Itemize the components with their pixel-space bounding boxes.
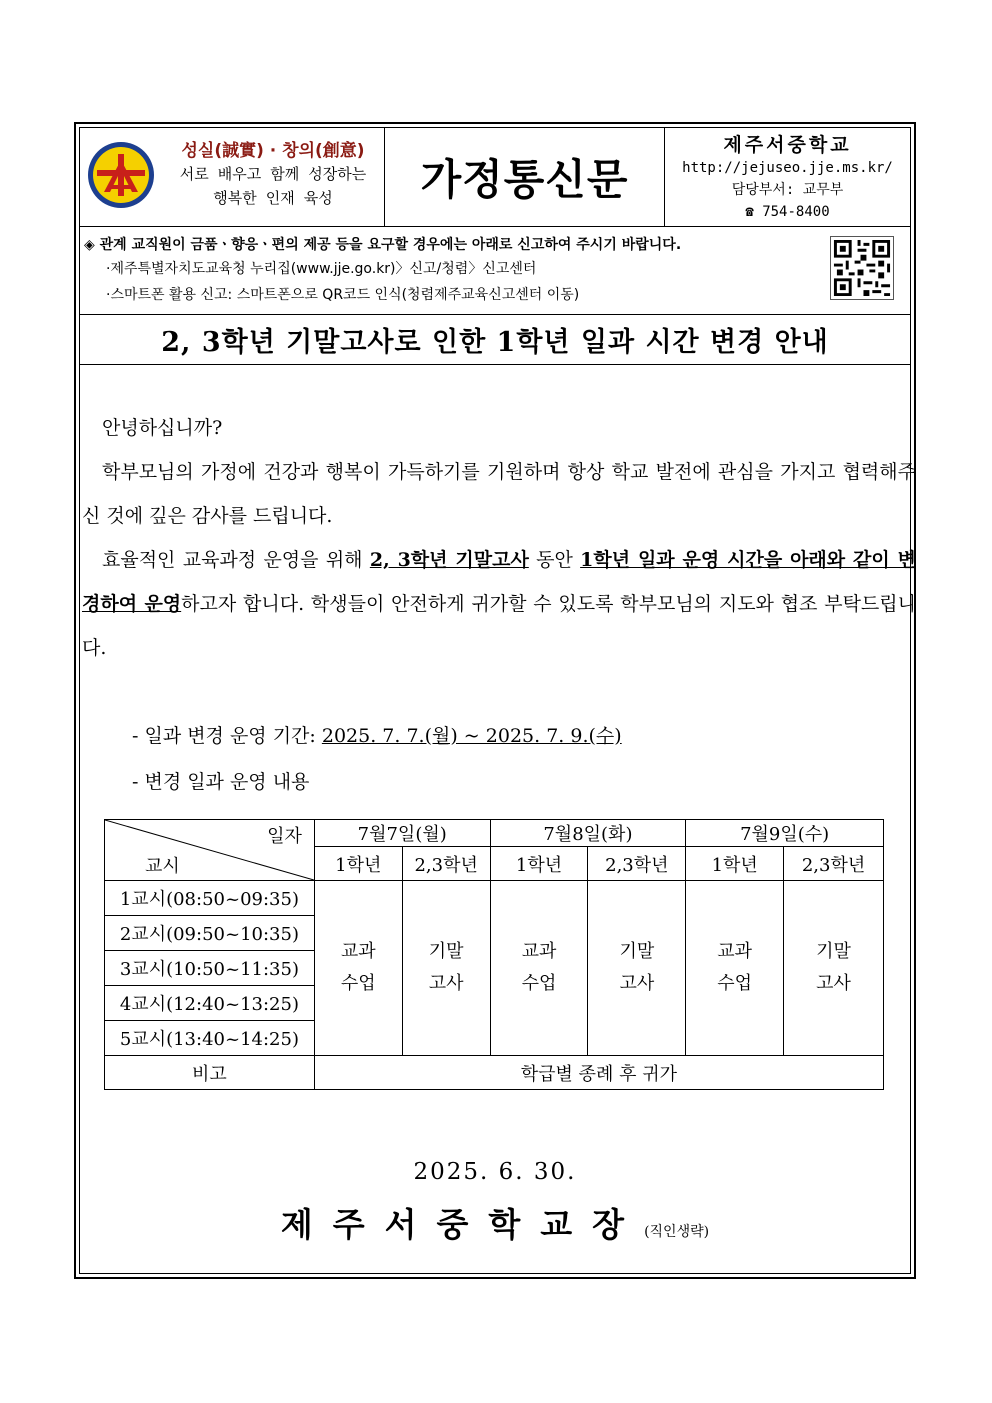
school-url[interactable]: http://jejuseo.jje.ms.kr/ (682, 160, 893, 176)
schedule-change-emphasis: 1학년 일과 운영 시간을 아래와 같이 변경하여 운영 (82, 549, 916, 615)
class-cell: 교과 수업 (686, 881, 784, 1056)
grade-header: 2,3학년 (402, 847, 490, 881)
schedule-table (104, 819, 884, 1090)
grade-header: 1학년 (686, 847, 784, 881)
motto-line-1: 성실(誠實) · 창의(創意) (181, 141, 365, 161)
corner-date-label: 일자 (267, 826, 302, 847)
department: 담당부서: 교무부 (731, 182, 844, 198)
school-logo-icon (86, 140, 156, 210)
newsletter-title: 가정통신문 (420, 155, 629, 204)
grade-header: 2,3학년 (784, 847, 884, 881)
school-motto (164, 140, 382, 210)
period-value: 2025. 7. 7.(월) ~ 2025. 7. 9.(수) (321, 725, 622, 747)
period-row-label: 3교시(10:50~11:35) (105, 951, 315, 986)
phone-number: ☎ 754-8400 (745, 204, 830, 220)
change-period: - 일과 변경 운영 기간: 2025. 7. 7.(월) ~ 2025. 7. 9.(수) (132, 725, 622, 747)
change-content-label: - 변경 일과 운영 내용 (132, 771, 310, 793)
document-frame (74, 122, 916, 1279)
note-label: 비고 (105, 1056, 315, 1090)
motto-line-2: 서로 배우고 함께 성장하는 (179, 165, 367, 183)
signature (80, 1199, 910, 1246)
grade-header: 2,3학년 (588, 847, 686, 881)
integrity-notice (80, 226, 910, 315)
document-inner-border (79, 127, 916, 1274)
school-name: 제주서중학교 (723, 134, 852, 156)
grade-header: 1학년 (490, 847, 588, 881)
paragraph-1: 학부모님의 가정에 건강과 행복이 가득하기를 기원하며 항상 학교 발전에 관심을 가지고 협력해주신 것에 깊은 감사를 드립니다. (82, 461, 916, 527)
school-info-cell (665, 128, 910, 226)
corner-header (105, 820, 315, 881)
notice-line-1: ◈ 관계 교직원이 금품ㆍ향응ㆍ편의 제공 등을 요구할 경우에는 아래로 신고하여 주시기 바랍니다. (84, 237, 682, 253)
class-cell: 교과 수업 (314, 881, 402, 1056)
grade-header: 1학년 (314, 847, 402, 881)
day-header-3: 7월9일(수) (686, 820, 884, 847)
greeting: 안녕하십니까? (102, 417, 223, 439)
exam-cell: 기말 고사 (784, 881, 884, 1056)
newsletter-title-cell (385, 128, 665, 226)
period-row-label: 1교시(08:50~09:35) (105, 881, 315, 916)
period-row-label: 5교시(13:40~14:25) (105, 1021, 315, 1056)
notice-line-2: ·제주특별자치도교육청 누리집(www.jje.go.kr)〉신고/청렴〉신고센터 (106, 261, 537, 277)
seal-note: (직인생략) (644, 1224, 710, 1240)
issue-date: 2025. 6. 30. (413, 1159, 577, 1185)
paragraph-2: 효율적인 교육과정 운영을 위해 2, 3학년 기말고사 동안 1학년 일과 운영 시간을 아래와 같이 변경하여 운영하고자 합니다. 학생들이 안전하게 귀가할 수 있도록 학부모님의 지도와 협조 부탁드립니다. (82, 549, 916, 659)
exam-cell: 기말 고사 (588, 881, 686, 1056)
letterhead (80, 128, 910, 227)
class-cell: 교과 수업 (490, 881, 588, 1056)
exam-period-emphasis: 2, 3학년 기말고사 (369, 549, 529, 571)
exam-cell: 기말 고사 (402, 881, 490, 1056)
motto-line-3: 행복한 인재 육성 (213, 189, 333, 207)
principal-title: 제주서중학교장 (280, 1205, 645, 1244)
day-header-1: 7월7일(월) (314, 820, 490, 847)
notice-line-3: ·스마트폰 활용 신고: 스마트폰으로 QR코드 인식(청렴제주교육신고센터 이동) (106, 287, 580, 303)
period-row-label: 4교시(12:40~13:25) (105, 986, 315, 1021)
notice-title: 2, 3학년 기말고사로 인한 1학년 일과 시간 변경 안내 (80, 314, 910, 365)
motto-cell (80, 128, 385, 226)
period-row-label: 2교시(09:50~10:35) (105, 916, 315, 951)
day-header-2: 7월8일(화) (490, 820, 686, 847)
corner-period-label: 교시 (145, 856, 180, 877)
qr-code-icon[interactable] (830, 236, 894, 300)
note-value: 학급별 종례 후 귀가 (314, 1056, 883, 1090)
